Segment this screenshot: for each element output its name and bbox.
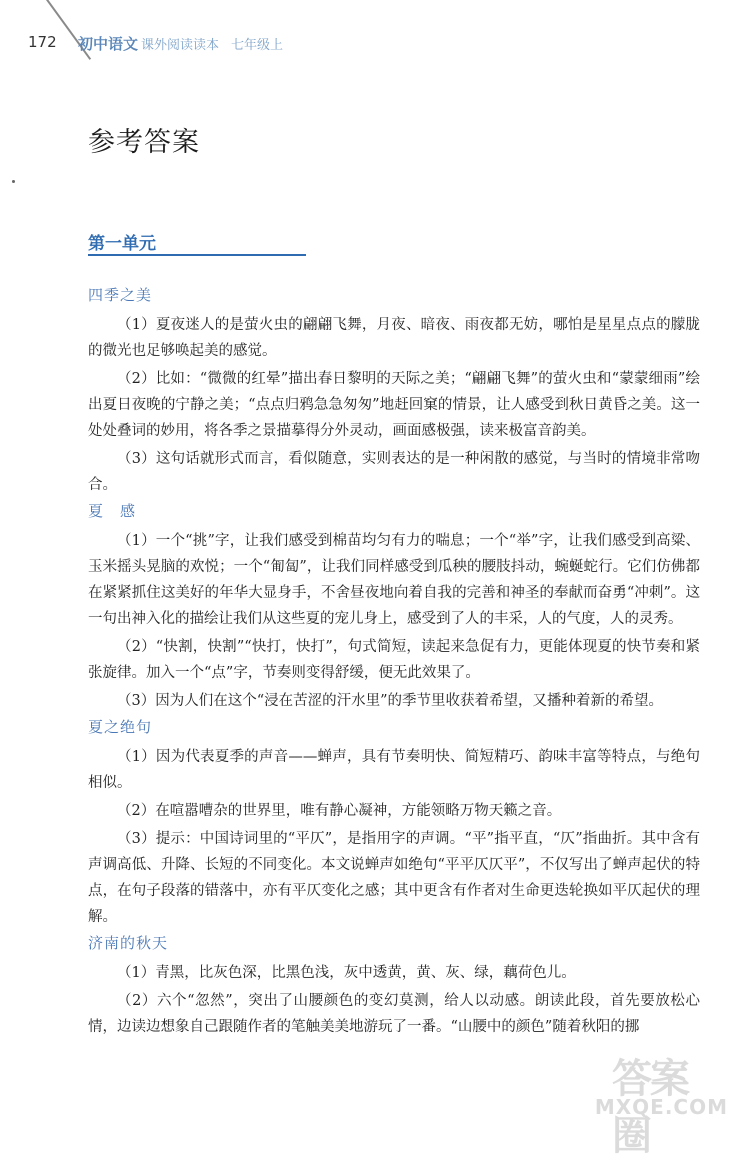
answer-paragraph: （1）夏夜迷人的是萤火虫的翩翩飞舞，月夜、暗夜、雨夜都无妨，哪怕是星星点点的朦胧的微光也足够唤起美的感觉。: [88, 317, 700, 359]
section-title: 夏 感: [88, 502, 137, 520]
unit-heading: 第一单元: [88, 234, 156, 254]
page-header: [0, 0, 750, 80]
watermark-logo: [594, 1047, 732, 1159]
section-title: 济南的秋天: [88, 934, 169, 952]
answer-paragraph: （3）提示：中国诗词里的“平仄”，是指用字的声调。“平”指平直，“仄”指曲折。其中含有声调高低、升降、长短的不同变化。本文说蝉声如绝句“平平仄仄平”，不仅写出了蝉声起伏的特点，在句子段落的错落中，亦有平仄变化之感；其中更含有作者对生命更迭轮换如平仄起伏的理解。: [88, 831, 700, 925]
unit-underline: [88, 254, 306, 256]
grade-label: 七年级上: [231, 38, 284, 53]
page-title: 参考答案: [88, 127, 200, 158]
watermark-url: MXQE.COM: [594, 1095, 728, 1119]
answer-paragraph: （3）因为人们在这个“浸在苦涩的汗水里”的季节里收获着希望，又播种着新的希望。: [117, 693, 664, 709]
answer-content: [88, 282, 700, 1042]
answer-paragraph: （1）青黑，比灰色深，比黑色浅，灰中透黄，黄、灰、绿，藕荷色儿。: [117, 965, 576, 981]
section-title: 四季之美: [88, 286, 153, 304]
section-title: 夏之绝句: [88, 718, 153, 736]
watermark-text: 答案圈: [612, 1056, 688, 1159]
answer-paragraph: （1）因为代表夏季的声音——蝉声，具有节奏明快、简短精巧、韵味丰富等特点，与绝句相似。: [88, 749, 700, 791]
answer-paragraph: （2）“快割，快割”“快打，快打”，句式简短，读起来急促有力，更能体现夏的快节奏和紧张旋律。加入一个“点”字，节奏则变得舒缓，便无此效果了。: [88, 639, 700, 681]
margin-dot: [12, 180, 15, 183]
book-name: 课外阅读读本: [141, 38, 220, 53]
answer-paragraph: （1）一个“挑”字，让我们感受到棉苗均匀有力的喘息；一个“举”字，让我们感受到高粱、玉米摇头晃脑的欢悦；一个“匍匐”，让我们同样感受到瓜秧的腰肢抖动，蜿蜒蛇行。它们仿佛都在紧紧抓住这美好的年华大显身手，不舍昼夜地向着自我的完善和神圣的奉献而奋勇“冲刺”。这一句出神入化的描绘让我们从这些夏的宠儿身上，感受到了人的丰采，人的气度，人的灵秀。: [88, 533, 700, 627]
answer-paragraph: （2）比如：“微微的红晕”描出春日黎明的天际之美；“翩翩飞舞”的萤火虫和“蒙蒙细雨”绘出夏日夜晚的宁静之美；“点点归鸦急急匆匆”地赶回窠的情景，让人感受到秋日黄昏之美。这一处处叠词的妙用，将各季之景描摹得分外灵动，画面感极强，读来极富音韵美。: [88, 371, 700, 439]
running-title: [78, 33, 283, 54]
section-summer-quatrain: [88, 716, 700, 930]
section-jinan-autumn: [88, 932, 700, 1040]
answer-paragraph: （2）六个“忽然”，突出了山腰颜色的变幻莫测，给人以动感。朗读此段，首先要放松心情，边读边想象自己跟随作者的笔触美美地游玩了一番。“山腰中的颜色”随着秋阳的挪: [88, 993, 700, 1035]
answer-paragraph: （3）这句话就形式而言，看似随意，实则表达的是一种闲散的感觉，与当时的情境非常吻合。: [88, 451, 700, 493]
answer-paragraph: （2）在喧嚣嘈杂的世界里，唯有静心凝神，方能领略万物天籁之音。: [117, 803, 562, 819]
series-name: 初中语文: [78, 35, 139, 53]
section-four-seasons: [88, 284, 700, 498]
page-number: 172: [28, 33, 57, 51]
section-summary-feeling: [88, 500, 700, 714]
